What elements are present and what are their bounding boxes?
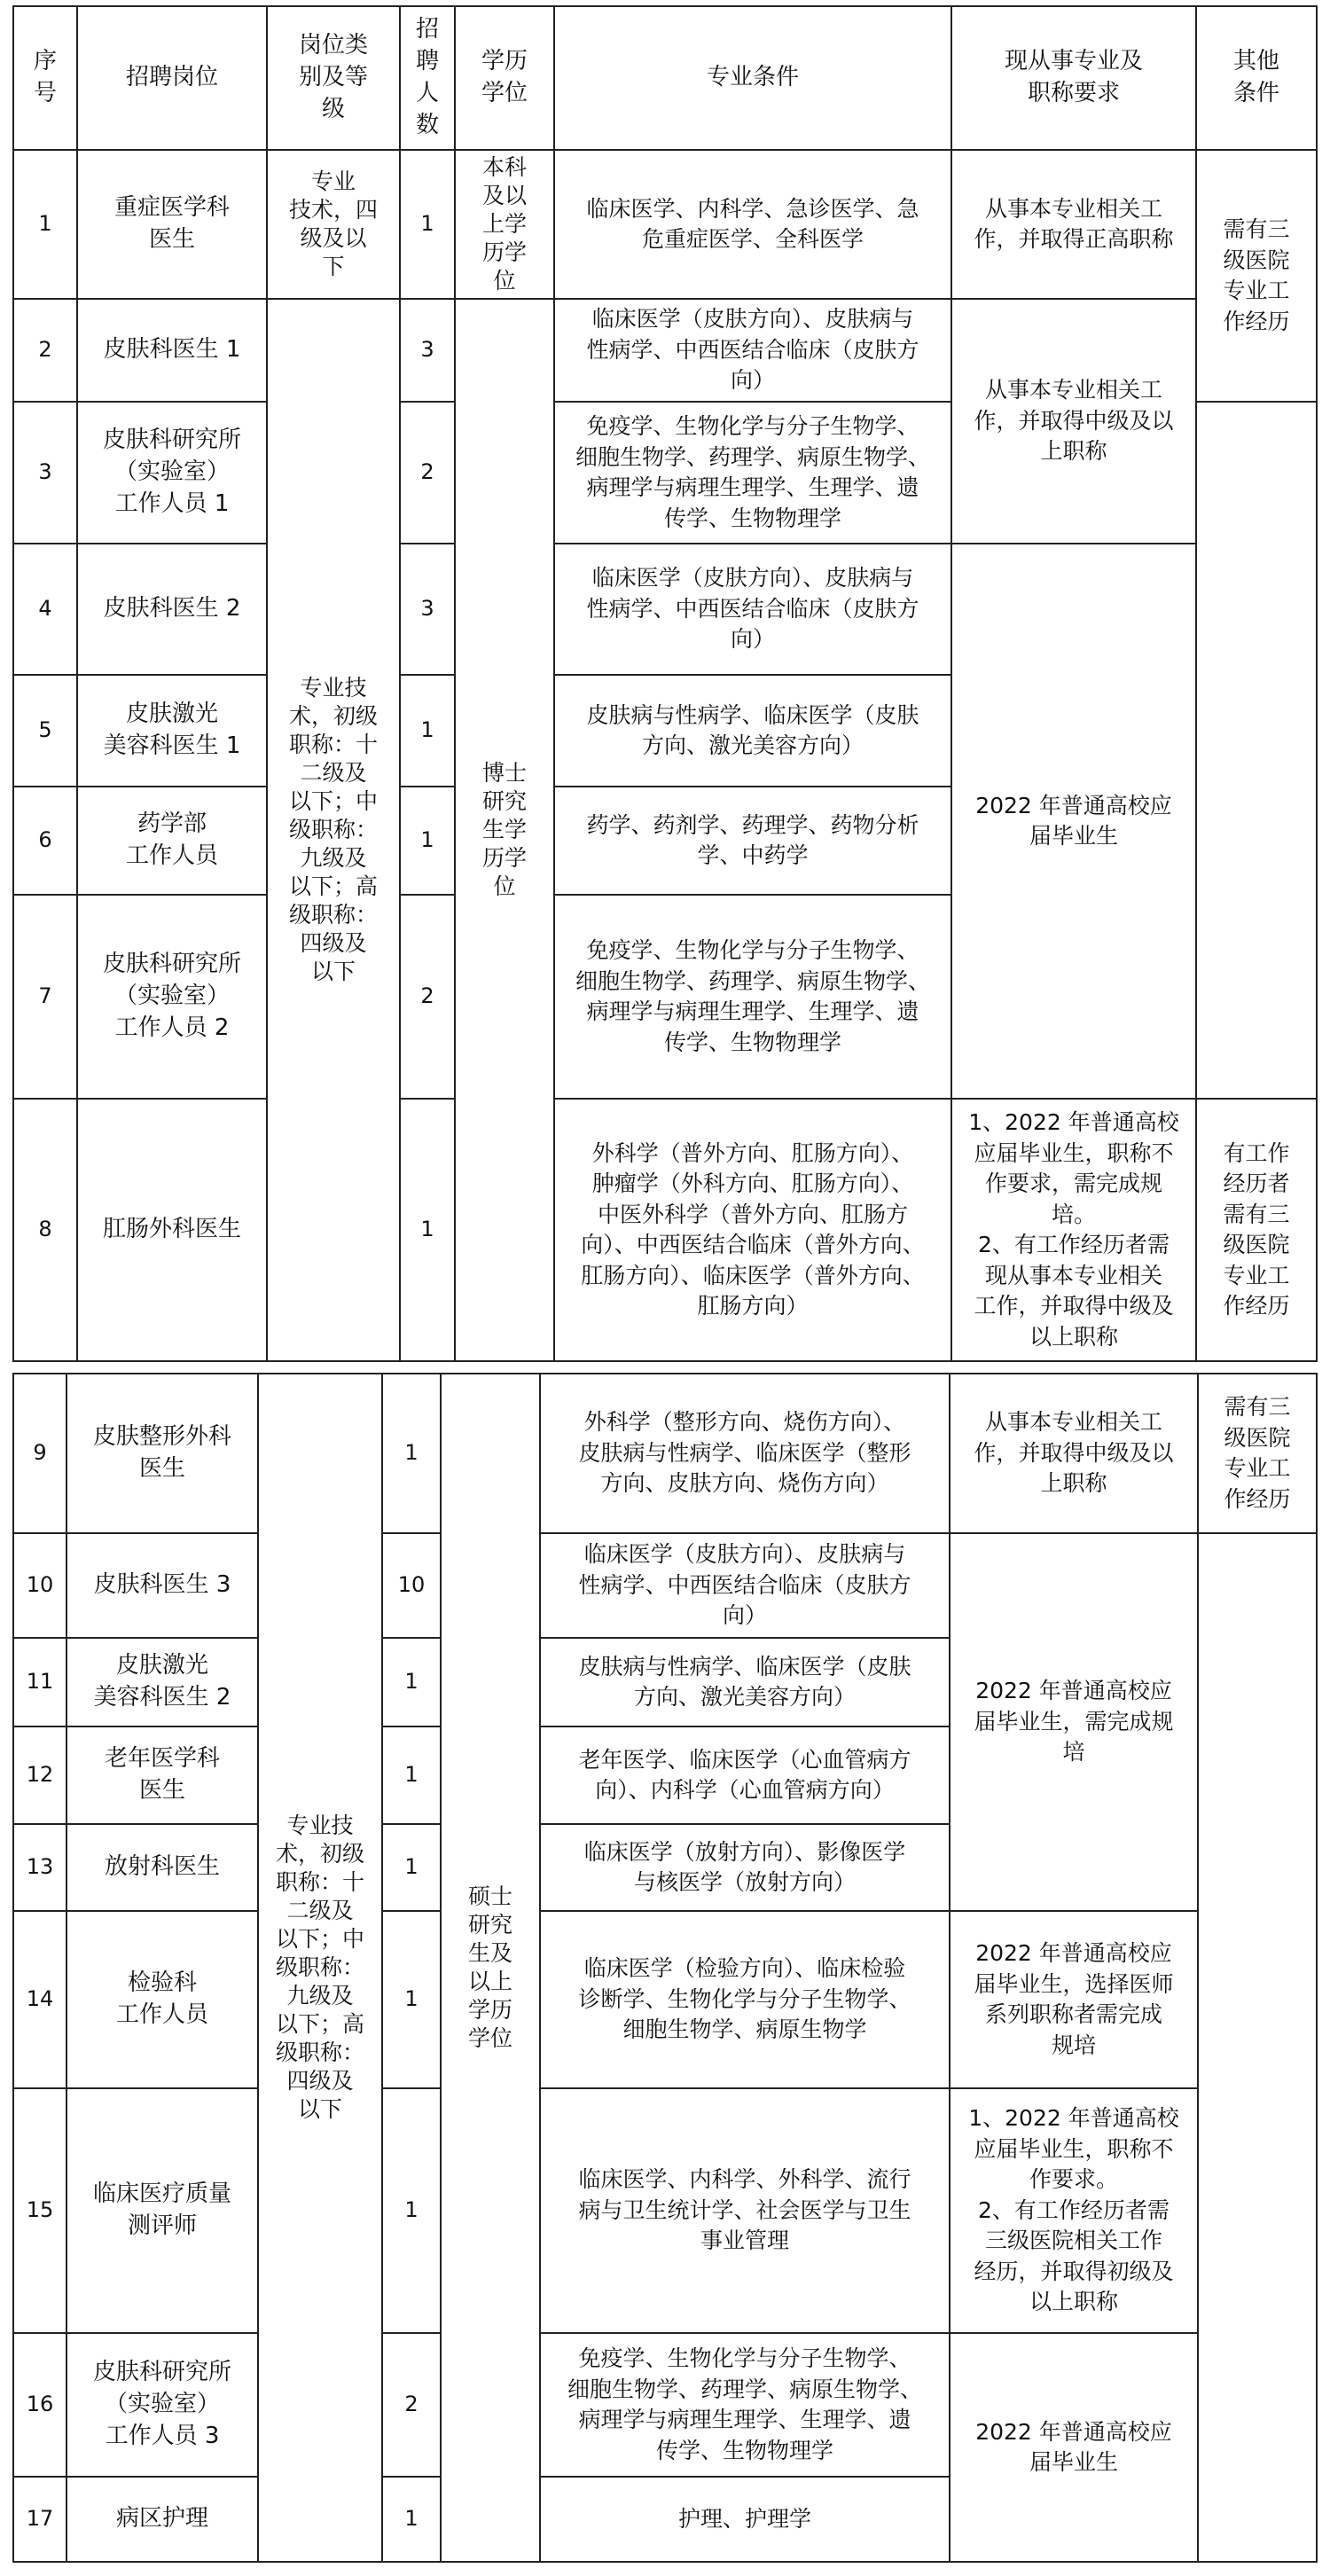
recruitment-table-part-1 [12, 5, 1318, 1362]
row-count: 2 [400, 895, 455, 1099]
row-count: 1 [400, 1099, 455, 1361]
header-row [13, 6, 1317, 150]
row-no: 14 [13, 1911, 66, 2088]
row-count: 1 [382, 1638, 441, 1726]
row-position: 皮肤科研究所 （实验室） 工作人员 2 [77, 895, 267, 1099]
row-count: 1 [382, 1911, 441, 2088]
row-other: 需有三 级医院 专业工 作经历 [1198, 1374, 1317, 1533]
row-count: 2 [382, 2333, 441, 2477]
header-position: 招聘岗位 [77, 6, 267, 150]
row-count: 10 [382, 1533, 441, 1638]
row-category: 专业技 术，初级 职称：十 二级及 以下；中 级职称： 九级及 以下；高 级职称： 四级及 以下 [258, 1374, 382, 2562]
header-requirement: 现从事专业及 职称要求 [951, 6, 1196, 150]
row-requirement: 1、2022 年普通高校 应届毕业生，职称不 作要求，需完成规 培。 2、有工作经历者需 现从事本专业相关 工作，并取得中级及 以上职称 [951, 1099, 1196, 1361]
header-major: 专业条件 [554, 6, 951, 150]
row-position: 皮肤整形外科 医生 [66, 1374, 258, 1533]
row-position: 肛肠外科医生 [77, 1099, 267, 1361]
row-requirement: 从事本专业相关工 作，并取得中级及以 上职称 [950, 1374, 1198, 1533]
row-position: 病区护理 [66, 2477, 258, 2562]
row-count: 1 [400, 150, 455, 299]
table-row [13, 2088, 1317, 2333]
row-count: 1 [382, 1824, 441, 1911]
row-no: 4 [13, 544, 77, 675]
row-requirement: 2022 年普通高校应 届毕业生 [951, 544, 1196, 1099]
row-major: 临床医学（放射方向）、影像医学 与核医学（放射方向） [540, 1824, 950, 1911]
recruitment-table-part-2 [12, 1373, 1318, 2563]
row-education: 博士 研究 生学 历学 位 [455, 299, 554, 1361]
table-row [13, 1374, 1317, 1533]
row-count: 1 [400, 787, 455, 895]
header-education: 学历 学位 [455, 6, 554, 150]
table-row [13, 150, 1317, 299]
row-major: 皮肤病与性病学、临床医学（皮肤 方向、激光美容方向） [554, 675, 951, 787]
row-requirement: 从事本专业相关工 作，并取得正高职称 [951, 150, 1196, 299]
row-requirement: 2022 年普通高校应 届毕业生，选择医师 系列职称者需完成 规培 [950, 1911, 1198, 2088]
row-position: 皮肤科研究所 （实验室） 工作人员 1 [77, 402, 267, 544]
table-row [13, 299, 1317, 402]
row-position: 皮肤科医生 1 [77, 299, 267, 402]
row-requirement: 2022 年普通高校应 届毕业生，需完成规 培 [950, 1533, 1198, 1911]
table-row [13, 2333, 1317, 2477]
row-requirement: 1、2022 年普通高校 应届毕业生，职称不 作要求。 2、有工作经历者需 三级医院相关工作 经历，并取得初级及 以上职称 [950, 2088, 1198, 2333]
row-no: 6 [13, 787, 77, 895]
header-category: 岗位类 别及等 级 [267, 6, 400, 150]
table-row [13, 1911, 1317, 2088]
row-position: 皮肤科医生 3 [66, 1533, 258, 1638]
row-no: 10 [13, 1533, 66, 1638]
row-major: 药学、药剂学、药理学、药物分析 学、中药学 [554, 787, 951, 895]
row-position: 放射科医生 [66, 1824, 258, 1911]
row-requirement: 2022 年普通高校应 届毕业生 [950, 2333, 1198, 2562]
row-no: 3 [13, 402, 77, 544]
row-no: 11 [13, 1638, 66, 1726]
row-no: 9 [13, 1374, 66, 1533]
row-major: 临床医学（皮肤方向）、皮肤病与 性病学、中西医结合临床（皮肤方 向） [554, 544, 951, 675]
row-other-empty [1196, 402, 1317, 1099]
row-count: 2 [400, 402, 455, 544]
row-major: 免疫学、生物化学与分子生物学、 细胞生物学、药理学、病原生物学、 病理学与病理生理学、生理学、遗 传学、生物物理学 [554, 402, 951, 544]
row-education: 硕士 研究 生及 以上 学历 学位 [441, 1374, 540, 2562]
row-other-empty [1198, 1533, 1317, 2562]
row-other: 需有三 级医院 专业工 作经历 [1196, 150, 1317, 402]
row-no: 17 [13, 2477, 66, 2562]
row-count: 1 [382, 1374, 441, 1533]
table-row [13, 1533, 1317, 1638]
row-count: 1 [382, 1726, 441, 1824]
row-position: 皮肤科研究所 （实验室） 工作人员 3 [66, 2333, 258, 2477]
row-category: 专业 技术，四 级及以 下 [267, 150, 400, 299]
row-count: 1 [400, 675, 455, 787]
row-major: 外科学（整形方向、烧伤方向）、 皮肤病与性病学、临床医学（整形 方向、皮肤方向、烧伤方向） [540, 1374, 950, 1533]
row-major: 临床医学（皮肤方向）、皮肤病与 性病学、中西医结合临床（皮肤方 向） [540, 1533, 950, 1638]
row-requirement: 从事本专业相关工 作，并取得中级及以 上职称 [951, 299, 1196, 544]
row-major: 皮肤病与性病学、临床医学（皮肤 方向、激光美容方向） [540, 1638, 950, 1726]
row-major: 外科学（普外方向、肛肠方向）、 肿瘤学（外科方向、肛肠方向）、 中医外科学（普外方向、肛肠方 向）、中西医结合临床（普外方向、 肛肠方向）、临床医学（普外方向、 肛肠方向） [554, 1099, 951, 1361]
row-no: 16 [13, 2333, 66, 2477]
row-major: 免疫学、生物化学与分子生物学、 细胞生物学、药理学、病原生物学、 病理学与病理生理学、生理学、遗 传学、生物物理学 [554, 895, 951, 1099]
row-no: 7 [13, 895, 77, 1099]
row-major: 护理、护理学 [540, 2477, 950, 2562]
row-count: 1 [382, 2477, 441, 2562]
row-count: 1 [382, 2088, 441, 2333]
row-no: 12 [13, 1726, 66, 1824]
header-no: 序 号 [13, 6, 77, 150]
row-major: 临床医学（检验方向）、临床检验 诊断学、生物化学与分子生物学、 细胞生物学、病原生物学 [540, 1911, 950, 2088]
row-no: 5 [13, 675, 77, 787]
row-other: 有工作 经历者 需有三 级医院 专业工 作经历 [1196, 1099, 1317, 1361]
row-education: 本科 及以 上学 历学 位 [455, 150, 554, 299]
row-major: 免疫学、生物化学与分子生物学、 细胞生物学、药理学、病原生物学、 病理学与病理生理学、生理学、遗 传学、生物物理学 [540, 2333, 950, 2477]
row-count: 3 [400, 299, 455, 402]
row-no: 13 [13, 1824, 66, 1911]
row-no: 1 [13, 150, 77, 299]
row-category: 专业技 术，初级 职称：十 二级及 以下；中 级职称： 九级及 以下；高 级职称： 四级及 以下 [267, 299, 400, 1361]
row-no: 8 [13, 1099, 77, 1361]
row-position: 重症医学科 医生 [77, 150, 267, 299]
row-major: 老年医学、临床医学（心血管病方 向）、内科学（心血管病方向） [540, 1726, 950, 1824]
row-major: 临床医学、内科学、急诊医学、急 危重症医学、全科医学 [554, 150, 951, 299]
row-position: 皮肤激光 美容科医生 2 [66, 1638, 258, 1726]
row-position: 检验科 工作人员 [66, 1911, 258, 2088]
row-major: 临床医学、内科学、外科学、流行 病与卫生统计学、社会医学与卫生 事业管理 [540, 2088, 950, 2333]
row-position: 临床医疗质量 测评师 [66, 2088, 258, 2333]
table-row [13, 544, 1317, 675]
row-position: 皮肤激光 美容科医生 1 [77, 675, 267, 787]
row-position: 皮肤科医生 2 [77, 544, 267, 675]
row-position: 药学部 工作人员 [77, 787, 267, 895]
header-count: 招 聘 人 数 [400, 6, 455, 150]
table-row [13, 1099, 1317, 1361]
row-no: 15 [13, 2088, 66, 2333]
row-position: 老年医学科 医生 [66, 1726, 258, 1824]
row-count: 3 [400, 544, 455, 675]
row-major: 临床医学（皮肤方向）、皮肤病与 性病学、中西医结合临床（皮肤方 向） [554, 299, 951, 402]
header-other: 其他 条件 [1196, 6, 1317, 150]
row-no: 2 [13, 299, 77, 402]
